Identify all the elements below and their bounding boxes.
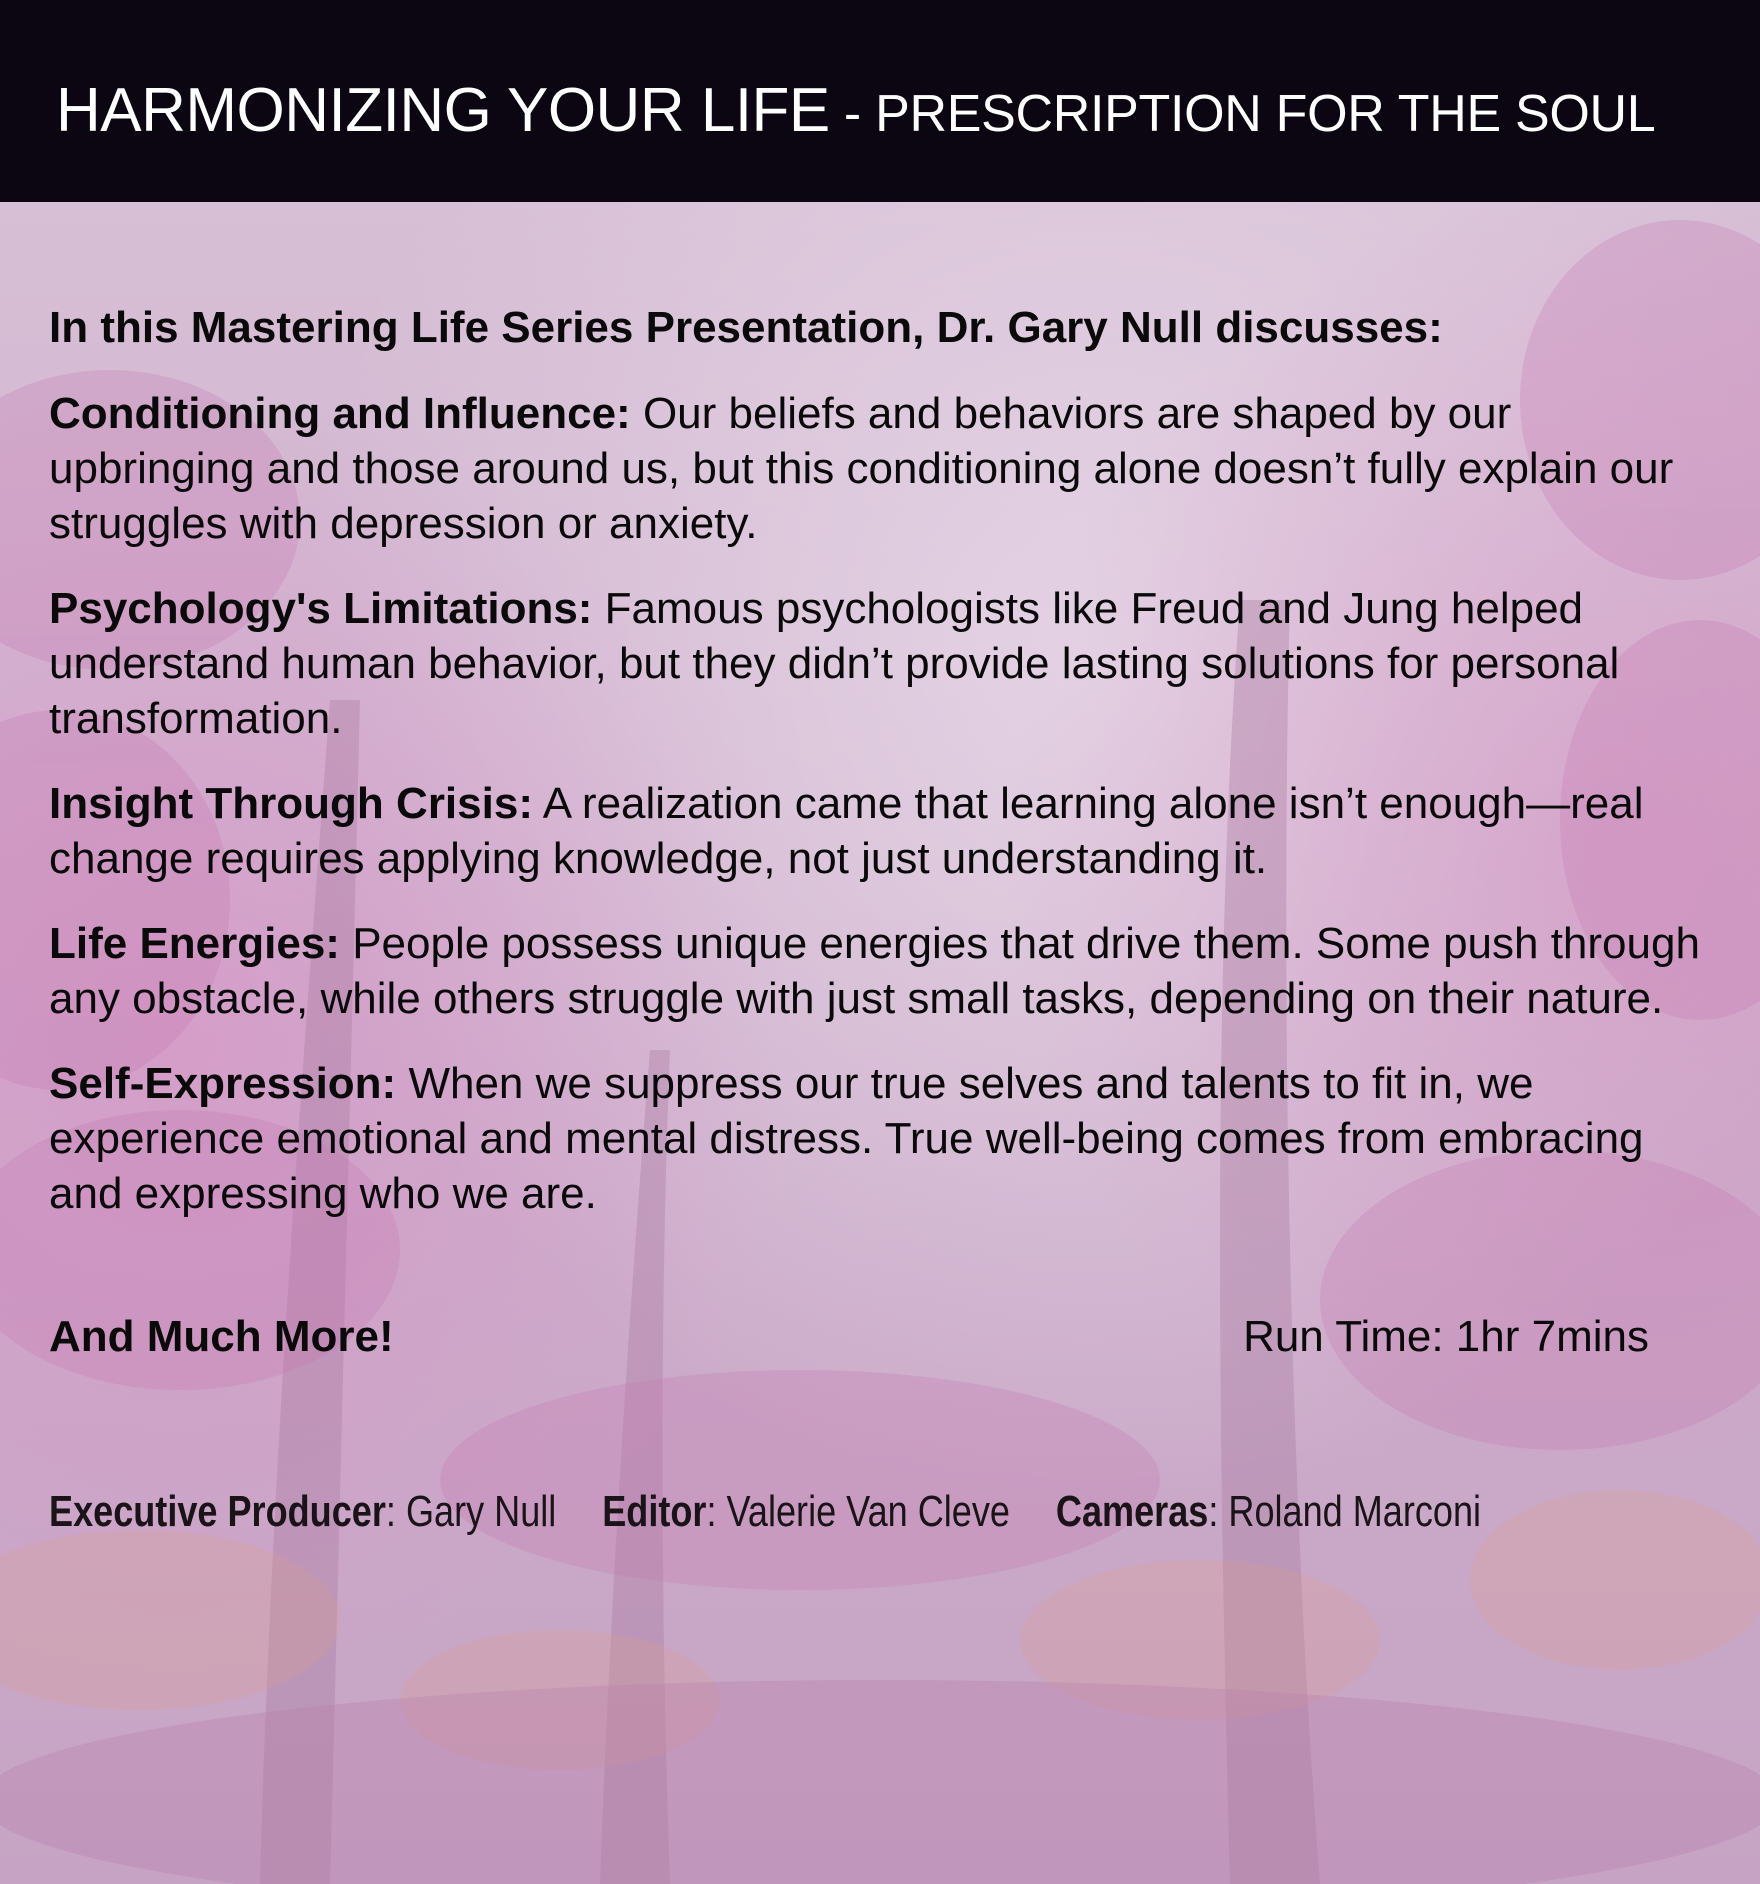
topic-label: Self-Expression: (49, 1059, 397, 1108)
title-main: HARMONIZING YOUR LIFE (56, 76, 830, 145)
topic-label: Conditioning and Influence: (49, 389, 631, 438)
topic-paragraph (49, 581, 1719, 746)
credit-name: Gary Null (405, 1487, 557, 1536)
topic-text: A realization came that learning alone isn’t enough—real change requires applying knowledge, not just understanding it. (49, 779, 1644, 883)
topic-text: When we suppress our true selves and talents to fit in, we experience emotional and mental distress. True well-being comes from embracing and expressing who we are. (49, 1059, 1644, 1218)
credit-separator: : (706, 1487, 727, 1536)
topic-paragraph (49, 776, 1719, 886)
credit-cameras (1056, 1482, 1481, 1542)
credit-separator: : (385, 1487, 406, 1536)
credit-label: Cameras (1055, 1487, 1209, 1536)
credit-separator: : (1208, 1487, 1229, 1536)
topic-label: Psychology's Limitations: (49, 584, 593, 633)
summary-footer (49, 1307, 1649, 1367)
credit-editor (602, 1482, 1010, 1542)
topic-text: Famous psychologists like Freud and Jung helped understand human behavior, but they didn’t provide lasting solutions for personal transformation. (49, 584, 1620, 743)
description-body (49, 300, 1719, 1251)
title-subtitle: - PRESCRIPTION FOR THE SOUL (829, 85, 1656, 143)
credit-name: Valerie Van Cleve (726, 1487, 1010, 1536)
credit-label: Editor (602, 1487, 707, 1536)
credit-label: Executive Producer (49, 1487, 386, 1536)
topic-paragraph (49, 1056, 1719, 1221)
run-time: Run Time: 1hr 7mins (1243, 1312, 1649, 1361)
credit-name: Roland Marconi (1228, 1487, 1482, 1536)
topic-label: Life Energies: (49, 919, 340, 968)
topic-text: Our beliefs and behaviors are shaped by our upbringing and those around us, but this conditioning alone doesn’t fully explain our struggles with depression or anxiety. (49, 389, 1674, 548)
topic-text: People possess unique energies that drive them. Some push through any obstacle, while others struggle with just small tasks, depending on their nature. (49, 919, 1700, 1023)
credit-executive-producer (49, 1482, 556, 1542)
and-much-more-text: And Much More! (49, 1312, 394, 1361)
topic-label: Insight Through Crisis: (49, 779, 533, 828)
title-banner (0, 0, 1760, 202)
page-title (56, 76, 1656, 145)
credits-row (49, 1482, 1482, 1542)
topic-paragraph (49, 386, 1719, 551)
topic-paragraph (49, 916, 1719, 1026)
intro-text: In this Mastering Life Series Presentation, Dr. Gary Null discusses: (49, 303, 1443, 352)
